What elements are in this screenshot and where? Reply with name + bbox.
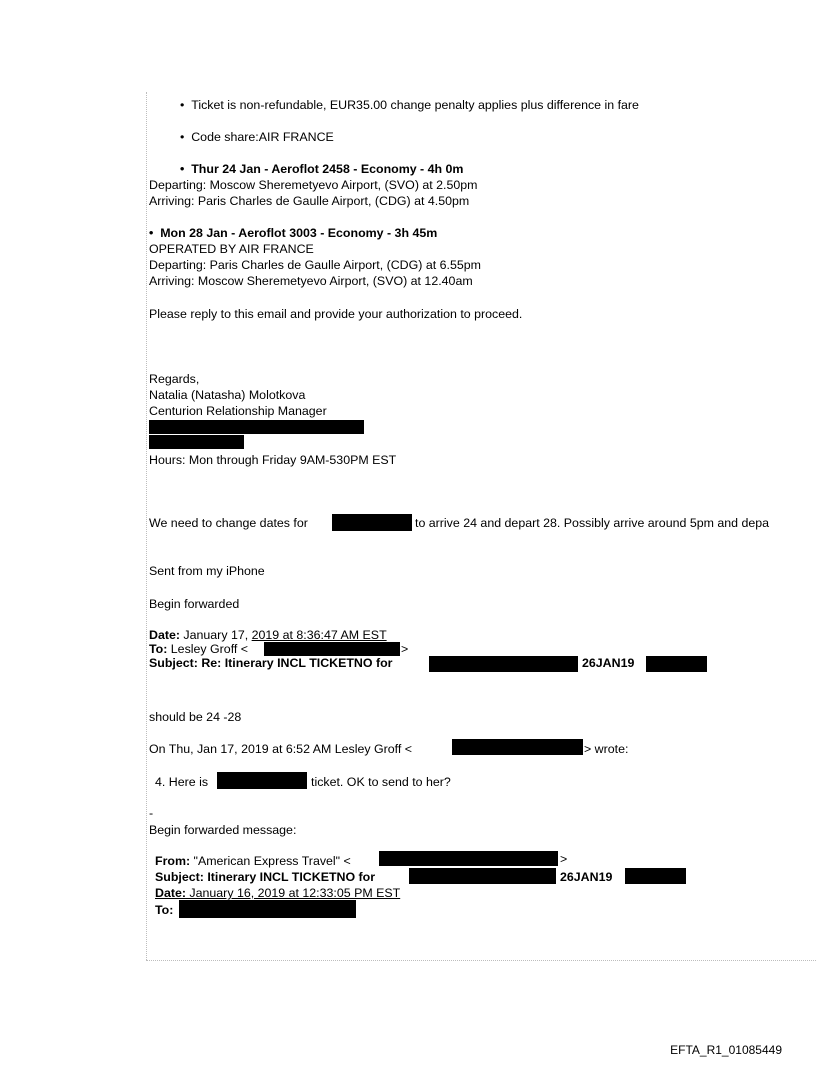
fwd1-date-plain: January 17,	[179, 628, 252, 642]
redaction-block	[179, 900, 356, 918]
dash: -	[149, 806, 154, 820]
fwd1-to-label: To:	[149, 642, 168, 656]
signature-hours: Hours: Mon through Friday 9AM-530PM EST	[149, 453, 397, 467]
flight1-arrive: Arriving: Paris Charles de Gaulle Airport, (CDG) at 4.50pm	[149, 194, 470, 208]
bullet-ticket: • Ticket is non-refundable, EUR35.00 change penalty applies plus difference in fare	[180, 98, 639, 112]
signature-name: Natalia (Natasha) Molotkova	[149, 388, 306, 402]
fwd1-date-underlined: 2019 at 8:36:47 AM EST	[251, 628, 387, 642]
flight2-arrive: Arriving: Moscow Sheremetyevo Airport, (SVO) at 12.40am	[149, 274, 473, 288]
flight2-title-text: Mon 28 Jan - Aeroflot 3003 - Economy - 3h 45m	[160, 226, 438, 240]
begin-forwarded-message: Begin forwarded message:	[149, 823, 297, 837]
flight1-title: • Thur 24 Jan - Aeroflot 2458 - Economy - 4h 0m	[180, 162, 464, 176]
quote-border-left	[146, 92, 147, 960]
redaction-block	[429, 656, 578, 672]
fwd1-date	[149, 628, 387, 642]
should-be: should be 24 -28	[149, 710, 242, 724]
redaction-block	[149, 435, 244, 449]
redaction-block	[332, 514, 412, 531]
fwd2-date-label: Date:	[155, 886, 186, 900]
fwd2-to-label: To:	[155, 903, 174, 917]
on-thu-after: > wrote:	[584, 742, 629, 756]
fwd2-from-close: >	[560, 852, 568, 866]
change-msg-after: to arrive 24 and depart 28. Possibly arrive around 5pm and depa	[415, 516, 770, 530]
fwd2-date	[155, 886, 400, 900]
begin-forwarded: Begin forwarded	[149, 597, 240, 611]
sent-from: Sent from my iPhone	[149, 564, 265, 578]
ticket-text: Ticket is non-refundable, EUR35.00 change penalty applies plus difference in fare	[191, 98, 639, 112]
fwd1-date-label: Date:	[149, 628, 180, 642]
change-msg-before: We need to change dates for	[149, 516, 308, 530]
fwd2-date-value: January 16, 2019 at 12:33:05 PM EST	[185, 886, 401, 900]
fwd1-subject-date: 26JAN19	[582, 656, 635, 670]
flight1-title-text: Thur 24 Jan - Aeroflot 2458 - Economy - 4h 0m	[191, 162, 464, 176]
signature-role: Centurion Relationship Manager	[149, 404, 327, 418]
regards: Regards,	[149, 372, 200, 386]
please-reply: Please reply to this email and provide your authorization to proceed.	[149, 307, 523, 321]
fwd2-from-value: "American Express Travel" <	[190, 854, 351, 868]
flight2-operated: OPERATED BY AIR FRANCE	[149, 242, 314, 256]
here-is-before: 4. Here is	[155, 775, 209, 789]
redaction-block	[149, 420, 364, 434]
fwd1-to-value: Lesley Groff <	[167, 642, 249, 656]
redaction-block	[409, 868, 556, 884]
here-is-after: ticket. OK to send to her?	[311, 775, 451, 789]
fwd2-from-label: From:	[155, 854, 191, 868]
redaction-block	[264, 642, 400, 656]
document-id-footer: EFTA_R1_01085449	[670, 1043, 782, 1057]
quote-border-bottom	[146, 960, 816, 961]
codeshare-text: Code share:AIR FRANCE	[191, 130, 334, 144]
fwd1-to-close: >	[401, 642, 409, 656]
fwd2-subject: Subject: Itinerary INCL TICKETNO for	[155, 870, 376, 884]
redaction-block	[379, 851, 558, 866]
fwd1-to	[149, 642, 248, 656]
on-thu-before: On Thu, Jan 17, 2019 at 6:52 AM Lesley Groff <	[149, 742, 413, 756]
fwd2-from	[155, 854, 351, 868]
flight2-title: • Mon 28 Jan - Aeroflot 3003 - Economy - 3h 45m	[149, 226, 438, 240]
redaction-block	[452, 739, 583, 755]
redaction-block	[217, 772, 307, 789]
flight1-depart: Departing: Moscow Sheremetyevo Airport, (SVO) at 2.50pm	[149, 178, 478, 192]
redaction-block	[646, 656, 707, 672]
fwd2-subject-date: 26JAN19	[560, 870, 613, 884]
redaction-block	[625, 868, 686, 884]
bullet-codeshare: • Code share:AIR FRANCE	[180, 130, 334, 144]
fwd1-subject: Subject: Re: Itinerary INCL TICKETNO for	[149, 656, 393, 670]
flight2-depart: Departing: Paris Charles de Gaulle Airport, (CDG) at 6.55pm	[149, 258, 481, 272]
